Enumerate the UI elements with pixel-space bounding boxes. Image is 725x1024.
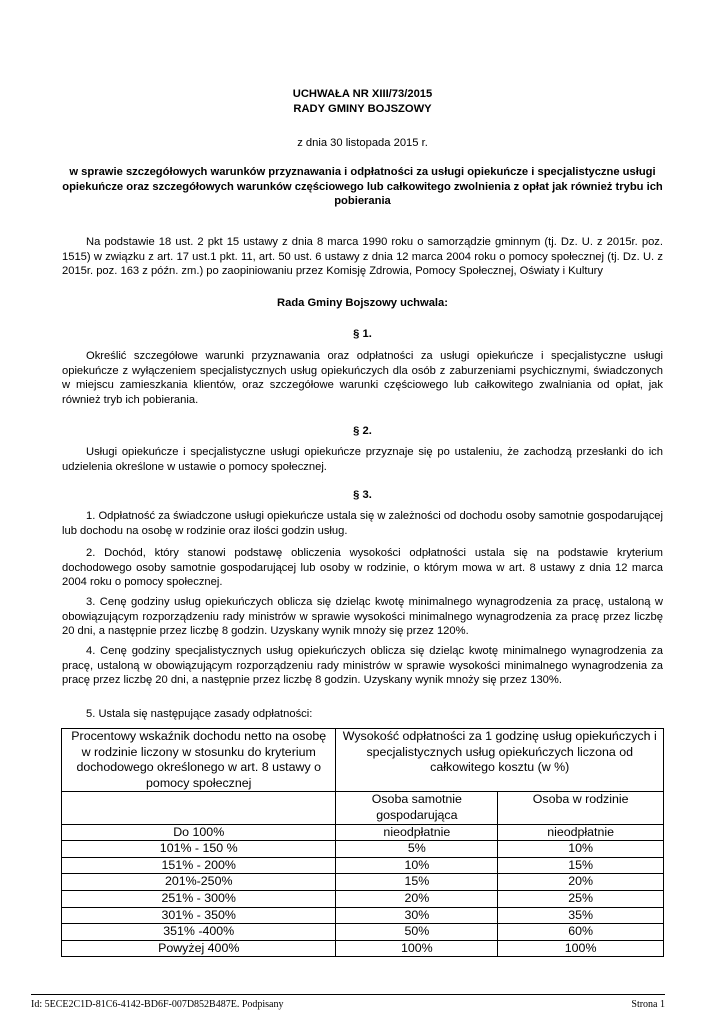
cell-fee-family: 15%	[498, 857, 664, 874]
cell-fee-single: 20%	[336, 890, 498, 907]
cell-income-range: 151% - 200%	[62, 857, 336, 874]
cell-fee-family: 20%	[498, 874, 664, 891]
cell-income-range: Powyżej 400%	[62, 940, 336, 957]
cell-income-range: 351% -400%	[62, 924, 336, 941]
sub-header-single: Osoba samotnie gospodarująca	[336, 792, 498, 824]
fee-table	[61, 728, 664, 957]
col-income-header: Procentowy wskaźnik dochodu netto na osobę w rodzinie liczony w stosunku do kryterium dochodowego określonego w art. 8 ustawy o pomocy społecznej	[62, 729, 336, 792]
cell-fee-single: 10%	[336, 857, 498, 874]
table-header-row	[62, 729, 664, 792]
preamble: Na podstawie 18 ust. 2 pkt 15 ustawy z dnia 8 marca 1990 roku o samorządzie gminnym (tj. Dz. U. z 2015r. poz. 1515) w związku z art. 17 ust.1 pkt. 11, art. 50 ust. 6 ustawy z dnia 12 marca 2004 roku o pomocy społecznej (tj. Dz. U. z 2015r. poz. 163 z późn. zm.) po zaopiniowaniu przez Komisję Zdrowia, Pomocy Społecznej, Oświaty i Kultury	[62, 236, 663, 278]
table-row	[62, 890, 664, 907]
section-1-heading: § 1.	[353, 328, 372, 340]
cell-income-range: Do 100%	[62, 824, 336, 841]
empty-subheader-cell	[62, 792, 336, 824]
table-row	[62, 907, 664, 924]
table-row	[62, 874, 664, 891]
cell-fee-single: 30%	[336, 907, 498, 924]
cell-fee-single: 5%	[336, 841, 498, 858]
cell-fee-family: nieodpłatnie	[498, 824, 664, 841]
document-id: Id: 5ECE2C1D-81C6-4142-BD6F-007D852B487E. Podpisany	[31, 999, 284, 1010]
table-row	[62, 841, 664, 858]
cell-income-range: 101% - 150 %	[62, 841, 336, 858]
col-fee-header: Wysokość odpłatności za 1 godzinę usług opiekuńczych i specjalistycznych usług opiekuńczych liczona od całkowitego kosztu (w %)	[336, 729, 664, 792]
section-3-point-4: 4. Cenę godziny specjalistycznych usług opiekuńczych oblicza się dzieląc kwotę minimalnego wynagrodzenia za pracę, ustaloną w obowiązującym rozporządzeniu rady ministrów w sprawie wysokości minimalnego wynagrodzenia za pracę przez liczbę 20 dni, a następnie przez liczbę 8 godzin. Uzyskany wynik mnoży się przez 130%.	[62, 645, 663, 687]
section-3-point-5: 5. Ustala się następujące zasady odpłatności:	[86, 708, 313, 720]
table-row	[62, 940, 664, 957]
section-3-heading: § 3.	[353, 489, 372, 501]
page-number: Strona 1	[631, 999, 665, 1010]
section-3-point-2: 2. Dochód, który stanowi podstawę obliczenia wysokości odpłatności ustala się na podstawie kryterium dochodowego osoby samotnie gospodarującej lub osoby w rodzinie, o którym mowa w art. 8 ustawy z dnia 12 marca 2004 roku o pomocy społecznej.	[62, 547, 663, 589]
table-subheader-row	[62, 792, 664, 824]
cell-income-range: 251% - 300%	[62, 890, 336, 907]
cell-fee-family: 35%	[498, 907, 664, 924]
cell-fee-single: 100%	[336, 940, 498, 957]
cell-fee-family: 100%	[498, 940, 664, 957]
resolution-title	[62, 87, 663, 116]
cell-fee-single: 50%	[336, 924, 498, 941]
page-footer	[31, 994, 665, 1013]
cell-fee-single: nieodpłatnie	[336, 824, 498, 841]
cell-fee-family: 25%	[498, 890, 664, 907]
title-line-1: UCHWAŁA NR XIII/73/2015	[292, 88, 433, 100]
cell-income-range: 301% - 350%	[62, 907, 336, 924]
cell-fee-family: 10%	[498, 841, 664, 858]
title-line-2: RADY GMINY BOJSZOWY	[293, 102, 432, 115]
cell-fee-family: 60%	[498, 924, 664, 941]
sub-header-family: Osoba w rodzinie	[498, 792, 664, 824]
section-2-heading: § 2.	[353, 425, 372, 437]
table-row	[62, 924, 664, 941]
resolves-line: Rada Gminy Bojszowy uchwala:	[277, 297, 448, 309]
table-row	[62, 857, 664, 874]
resolution-date: z dnia 30 listopada 2015 r.	[297, 137, 428, 149]
section-3-point-3: 3. Cenę godziny usług opiekuńczych oblicza się dzieląc kwotę minimalnego wynagrodzenia za pracę, ustaloną w obowiązującym rozporządzeniu rady ministrów w sprawie wysokości minimalnego wynagrodzenia za pracę przez liczbę 20 dni, a następnie przez liczbę 8 godzin. Uzyskany wynik mnoży się przez 120%.	[62, 596, 663, 638]
table-row	[62, 824, 664, 841]
resolution-subject: w sprawie szczegółowych warunków przyznawania i odpłatności za usługi opiekuńcze i specjalistyczne usługi opiekuńcze oraz szczegółowych warunków częściowego lub całkowitego zwolnienia z opłat jak również trybu ich pobierania	[62, 166, 663, 208]
section-3-point-1: 1. Odpłatność za świadczone usługi opiekuńcze ustala się w zależności od dochodu osoby samotnie gospodarującej lub dochodu na osobę w rodzinie oraz ilości godzin usług.	[62, 510, 663, 537]
section-2-text: Usługi opiekuńcze i specjalistyczne usługi opiekuńcze przyznaje się po ustaleniu, że zachodzą przesłanki do ich udzielenia określone w ustawie o pomocy społecznej.	[62, 446, 663, 473]
cell-income-range: 201%-250%	[62, 874, 336, 891]
cell-fee-single: 15%	[336, 874, 498, 891]
section-1-text: Określić szczegółowe warunki przyznawania oraz odpłatności za usługi opiekuńcze i specjalistyczne usługi opiekuńcze z wyłączeniem specjalistycznych usług opiekuńczych dla osób z zaburzeniami psychicznymi, świadczonych w miejscu zamieszkania klientów, oraz szczegółowe warunki częściowego lub całkowitego zwalniania od opłat, jak również tryb ich pobierania.	[62, 350, 663, 406]
